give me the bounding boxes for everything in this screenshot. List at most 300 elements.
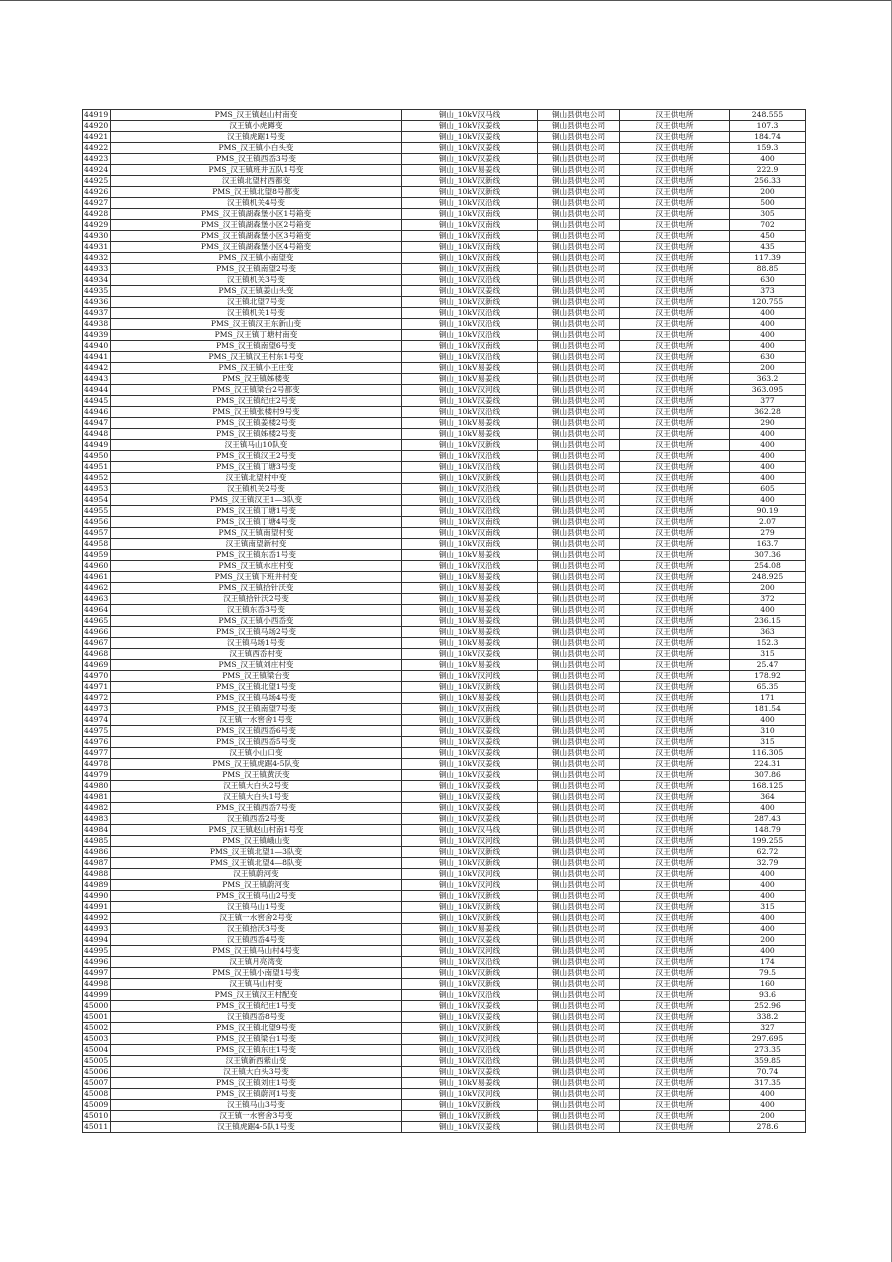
capacity-cell: 315 (730, 737, 806, 748)
line-name-cell: 铜山_10kV易姜线 (402, 605, 538, 616)
line-name-cell: 铜山_10kV汉姜线 (402, 748, 538, 759)
transformer-name-cell: PMS_汉王镇北望8号都变 (111, 187, 402, 198)
table-row (83, 913, 806, 924)
line-name-cell: 铜山_10kV汉沿线 (402, 1056, 538, 1067)
capacity-cell: 120.755 (730, 297, 806, 308)
capacity-cell: 373 (730, 286, 806, 297)
station-cell: 汉王供电所 (620, 968, 730, 979)
line-name-cell: 铜山_10kV汉姜线 (402, 792, 538, 803)
station-cell: 汉王供电所 (620, 891, 730, 902)
transformer-name-cell: 汉王镇北望村西都变 (111, 176, 402, 187)
line-name-cell: 铜山_10kV汉新线 (402, 858, 538, 869)
company-cell: 铜山县供电公司 (538, 1023, 620, 1034)
company-cell: 铜山县供电公司 (538, 1056, 620, 1067)
company-cell: 铜山县供电公司 (538, 979, 620, 990)
station-cell: 汉王供电所 (620, 605, 730, 616)
station-cell: 汉王供电所 (620, 803, 730, 814)
capacity-cell: 359.85 (730, 1056, 806, 1067)
line-name-cell: 铜山_10kV汉新线 (402, 440, 538, 451)
station-cell: 汉王供电所 (620, 627, 730, 638)
row-id-cell: 44933 (83, 264, 111, 275)
station-cell: 汉王供电所 (620, 572, 730, 583)
company-cell: 铜山县供电公司 (538, 429, 620, 440)
capacity-cell: 435 (730, 242, 806, 253)
transformer-name-cell: PMS_汉王镇西岙5号变 (111, 737, 402, 748)
station-cell: 汉王供电所 (620, 792, 730, 803)
table-row (83, 418, 806, 429)
line-name-cell: 铜山_10kV易姜线 (402, 418, 538, 429)
line-name-cell: 铜山_10kV汉河线 (402, 836, 538, 847)
capacity-cell: 400 (730, 869, 806, 880)
company-cell: 铜山县供电公司 (538, 253, 620, 264)
station-cell: 汉王供电所 (620, 1067, 730, 1078)
station-cell: 汉王供电所 (620, 539, 730, 550)
table-row (83, 1023, 806, 1034)
row-id-cell: 44959 (83, 550, 111, 561)
line-name-cell: 铜山_10kV汉姜线 (402, 121, 538, 132)
line-name-cell: 铜山_10kV易姜线 (402, 583, 538, 594)
capacity-cell: 500 (730, 198, 806, 209)
table-row (83, 902, 806, 913)
table-row (83, 209, 806, 220)
transformer-name-cell: PMS_汉王镇梁台1号变 (111, 1034, 402, 1045)
capacity-cell: 25.47 (730, 660, 806, 671)
transformer-name-cell: 汉王镇北望7号变 (111, 297, 402, 308)
row-id-cell: 44978 (83, 759, 111, 770)
transformer-table-body (83, 110, 806, 1133)
line-name-cell: 铜山_10kV汉新线 (402, 979, 538, 990)
station-cell: 汉王供电所 (620, 737, 730, 748)
row-id-cell: 44973 (83, 704, 111, 715)
line-name-cell: 铜山_10kV汉河线 (402, 671, 538, 682)
station-cell: 汉王供电所 (620, 836, 730, 847)
capacity-cell: 79.5 (730, 968, 806, 979)
capacity-cell: 278.6 (730, 1122, 806, 1133)
company-cell: 铜山县供电公司 (538, 440, 620, 451)
capacity-cell: 307.86 (730, 770, 806, 781)
capacity-cell: 65.35 (730, 682, 806, 693)
row-id-cell: 45009 (83, 1100, 111, 1111)
transformer-name-cell: PMS_汉王镇西岙7号变 (111, 803, 402, 814)
line-name-cell: 铜山_10kV汉姜线 (402, 1012, 538, 1023)
transformer-name-cell: PMS_汉王镇湖森堡小区1号箱变 (111, 209, 402, 220)
table-row (83, 792, 806, 803)
row-id-cell: 44987 (83, 858, 111, 869)
line-name-cell: 铜山_10kV汉姜线 (402, 132, 538, 143)
company-cell: 铜山县供电公司 (538, 649, 620, 660)
line-name-cell: 铜山_10kV易姜线 (402, 1078, 538, 1089)
company-cell: 铜山县供电公司 (538, 935, 620, 946)
row-id-cell: 45001 (83, 1012, 111, 1023)
row-id-cell: 45006 (83, 1067, 111, 1078)
capacity-cell: 702 (730, 220, 806, 231)
capacity-cell: 148.79 (730, 825, 806, 836)
station-cell: 汉王供电所 (620, 913, 730, 924)
row-id-cell: 44954 (83, 495, 111, 506)
table-row (83, 1100, 806, 1111)
transformer-name-cell: PMS_汉王镇汉王1—3队变 (111, 495, 402, 506)
capacity-cell: 605 (730, 484, 806, 495)
line-name-cell: 铜山_10kV汉河线 (402, 869, 538, 880)
company-cell: 铜山县供电公司 (538, 682, 620, 693)
line-name-cell: 铜山_10kV汉沿线 (402, 407, 538, 418)
transformer-name-cell: PMS_汉王镇马场2号变 (111, 627, 402, 638)
transformer-name-cell: PMS_汉王镇梁台变 (111, 671, 402, 682)
transformer-name-cell: 汉王镇蔚河变 (111, 869, 402, 880)
table-row (83, 110, 806, 121)
station-cell: 汉王供电所 (620, 825, 730, 836)
station-cell: 汉王供电所 (620, 946, 730, 957)
row-id-cell: 44927 (83, 198, 111, 209)
station-cell: 汉王供电所 (620, 495, 730, 506)
company-cell: 铜山县供电公司 (538, 506, 620, 517)
line-name-cell: 铜山_10kV汉沿线 (402, 275, 538, 286)
company-cell: 铜山县供电公司 (538, 220, 620, 231)
row-id-cell: 44943 (83, 374, 111, 385)
station-cell: 汉王供电所 (620, 1034, 730, 1045)
transformer-name-cell: 汉王镇大白头1号变 (111, 792, 402, 803)
station-cell: 汉王供电所 (620, 1012, 730, 1023)
table-row (83, 682, 806, 693)
transformer-name-cell: PMS_汉王镇东庄1号变 (111, 1045, 402, 1056)
company-cell: 铜山县供电公司 (538, 990, 620, 1001)
row-id-cell: 44958 (83, 539, 111, 550)
company-cell: 铜山县供电公司 (538, 319, 620, 330)
row-id-cell: 44939 (83, 330, 111, 341)
table-row (83, 385, 806, 396)
transformer-name-cell: 汉王镇马山村变 (111, 979, 402, 990)
table-row (83, 759, 806, 770)
transformer-name-cell: 汉王镇小虎蹲变 (111, 121, 402, 132)
company-cell: 铜山县供电公司 (538, 792, 620, 803)
station-cell: 汉王供电所 (620, 319, 730, 330)
company-cell: 铜山县供电公司 (538, 1045, 620, 1056)
station-cell: 汉王供电所 (620, 484, 730, 495)
table-row (83, 451, 806, 462)
transformer-name-cell: PMS_汉王镇汉王东新山变 (111, 319, 402, 330)
row-id-cell: 44970 (83, 671, 111, 682)
capacity-cell: 317.35 (730, 1078, 806, 1089)
transformer-name-cell: PMS_汉王镇小南望变 (111, 253, 402, 264)
line-name-cell: 铜山_10kV汉沿线 (402, 561, 538, 572)
line-name-cell: 铜山_10kV汉河线 (402, 1089, 538, 1100)
row-id-cell: 44962 (83, 583, 111, 594)
station-cell: 汉王供电所 (620, 275, 730, 286)
line-name-cell: 铜山_10kV汉南线 (402, 704, 538, 715)
table-row (83, 1045, 806, 1056)
station-cell: 汉王供电所 (620, 880, 730, 891)
capacity-cell: 315 (730, 902, 806, 913)
line-name-cell: 铜山_10kV汉南线 (402, 264, 538, 275)
transformer-name-cell: PMS_汉王镇丁塘4号变 (111, 517, 402, 528)
table-row (83, 143, 806, 154)
row-id-cell: 44964 (83, 605, 111, 616)
line-name-cell: 铜山_10kV汉南线 (402, 253, 538, 264)
station-cell: 汉王供电所 (620, 374, 730, 385)
table-row (83, 891, 806, 902)
transformer-name-cell: 汉王镇马场1号变 (111, 638, 402, 649)
transformer-name-cell: 汉王镇机关2号变 (111, 484, 402, 495)
transformer-name-cell: PMS_汉王镇丁塘3号变 (111, 462, 402, 473)
line-name-cell: 铜山_10kV易姜线 (402, 594, 538, 605)
table-row (83, 396, 806, 407)
transformer-name-cell: 汉王镇拾针沃2号变 (111, 594, 402, 605)
row-id-cell: 44981 (83, 792, 111, 803)
station-cell: 汉王供电所 (620, 814, 730, 825)
transformer-name-cell: PMS_汉王镇南望2号变 (111, 264, 402, 275)
station-cell: 汉王供电所 (620, 561, 730, 572)
row-id-cell: 44937 (83, 308, 111, 319)
transformer-name-cell: PMS_汉王镇汉王2号变 (111, 451, 402, 462)
station-cell: 汉王供电所 (620, 781, 730, 792)
transformer-name-cell: PMS_汉王镇小白头变 (111, 143, 402, 154)
line-name-cell: 铜山_10kV汉新线 (402, 1111, 538, 1122)
table-row (83, 1067, 806, 1078)
transformer-name-cell: PMS_汉王镇纪庄2号变 (111, 396, 402, 407)
table-row (83, 440, 806, 451)
table-row (83, 363, 806, 374)
line-name-cell: 铜山_10kV汉新线 (402, 968, 538, 979)
company-cell: 铜山县供电公司 (538, 814, 620, 825)
table-row (83, 165, 806, 176)
row-id-cell: 44996 (83, 957, 111, 968)
company-cell: 铜山县供电公司 (538, 1089, 620, 1100)
station-cell: 汉王供电所 (620, 935, 730, 946)
transformer-name-cell: PMS_汉王镇姊楼变 (111, 374, 402, 385)
station-cell: 汉王供电所 (620, 143, 730, 154)
station-cell: 汉王供电所 (620, 693, 730, 704)
company-cell: 铜山县供电公司 (538, 539, 620, 550)
line-name-cell: 铜山_10kV汉新线 (402, 847, 538, 858)
station-cell: 汉王供电所 (620, 550, 730, 561)
station-cell: 汉王供电所 (620, 253, 730, 264)
table-row (83, 253, 806, 264)
line-name-cell: 铜山_10kV汉沿线 (402, 352, 538, 363)
line-name-cell: 铜山_10kV易姜线 (402, 638, 538, 649)
capacity-cell: 364 (730, 792, 806, 803)
company-cell: 铜山县供电公司 (538, 781, 620, 792)
transformer-name-cell: PMS_汉王镇北望1号变 (111, 682, 402, 693)
station-cell: 汉王供电所 (620, 341, 730, 352)
company-cell: 铜山县供电公司 (538, 528, 620, 539)
line-name-cell: 铜山_10kV汉河线 (402, 880, 538, 891)
table-row (83, 594, 806, 605)
station-cell: 汉王供电所 (620, 242, 730, 253)
row-id-cell: 44985 (83, 836, 111, 847)
table-row (83, 550, 806, 561)
capacity-cell: 400 (730, 319, 806, 330)
station-cell: 汉王供电所 (620, 770, 730, 781)
line-name-cell: 铜山_10kV汉姜线 (402, 781, 538, 792)
line-name-cell: 铜山_10kV汉姜线 (402, 286, 538, 297)
row-id-cell: 44992 (83, 913, 111, 924)
table-row (83, 429, 806, 440)
table-row (83, 528, 806, 539)
row-id-cell: 44993 (83, 924, 111, 935)
capacity-cell: 400 (730, 880, 806, 891)
company-cell: 铜山县供电公司 (538, 770, 620, 781)
table-row (83, 814, 806, 825)
transformer-name-cell: 汉王镇北望村中变 (111, 473, 402, 484)
capacity-cell: 168.125 (730, 781, 806, 792)
row-id-cell: 45000 (83, 1001, 111, 1012)
station-cell: 汉王供电所 (620, 726, 730, 737)
line-name-cell: 铜山_10kV易姜线 (402, 165, 538, 176)
capacity-cell: 248.555 (730, 110, 806, 121)
station-cell: 汉王供电所 (620, 1001, 730, 1012)
station-cell: 汉王供电所 (620, 286, 730, 297)
company-cell: 铜山县供电公司 (538, 550, 620, 561)
transformer-name-cell: PMS_汉王镇小王庄变 (111, 363, 402, 374)
row-id-cell: 44972 (83, 693, 111, 704)
station-cell: 汉王供电所 (620, 528, 730, 539)
table-row (83, 473, 806, 484)
table-row (83, 627, 806, 638)
company-cell: 铜山县供电公司 (538, 286, 620, 297)
row-id-cell: 45005 (83, 1056, 111, 1067)
station-cell: 汉王供电所 (620, 616, 730, 627)
transformer-name-cell: PMS_汉王镇南望6号变 (111, 341, 402, 352)
row-id-cell: 44952 (83, 473, 111, 484)
page-top-border (0, 0, 892, 1)
transformer-name-cell: PMS_汉王镇汉王村配变 (111, 990, 402, 1001)
table-row (83, 1056, 806, 1067)
line-name-cell: 铜山_10kV易姜线 (402, 616, 538, 627)
table-row (83, 319, 806, 330)
transformer-name-cell: 汉王镇机关1号变 (111, 308, 402, 319)
station-cell: 汉王供电所 (620, 176, 730, 187)
row-id-cell: 44975 (83, 726, 111, 737)
line-name-cell: 铜山_10kV汉沿线 (402, 451, 538, 462)
company-cell: 铜山县供电公司 (538, 660, 620, 671)
capacity-cell: 338.2 (730, 1012, 806, 1023)
transformer-name-cell: PMS_汉王镇峨山变 (111, 836, 402, 847)
row-id-cell: 44929 (83, 220, 111, 231)
capacity-cell: 630 (730, 275, 806, 286)
row-id-cell: 44967 (83, 638, 111, 649)
line-name-cell: 铜山_10kV汉姜线 (402, 154, 538, 165)
company-cell: 铜山县供电公司 (538, 374, 620, 385)
station-cell: 汉王供电所 (620, 924, 730, 935)
transformer-name-cell: PMS_汉王镇北望9号变 (111, 1023, 402, 1034)
company-cell: 铜山县供电公司 (538, 715, 620, 726)
line-name-cell: 铜山_10kV汉南线 (402, 242, 538, 253)
station-cell: 汉王供电所 (620, 121, 730, 132)
line-name-cell: 铜山_10kV汉姜线 (402, 935, 538, 946)
transformer-name-cell: PMS_汉王镇刘庄村变 (111, 660, 402, 671)
transformer-name-cell: 汉王镇西岙2号变 (111, 814, 402, 825)
line-name-cell: 铜山_10kV汉南线 (402, 528, 538, 539)
row-id-cell: 45008 (83, 1089, 111, 1100)
company-cell: 铜山县供电公司 (538, 341, 620, 352)
line-name-cell: 铜山_10kV汉沿线 (402, 308, 538, 319)
capacity-cell: 290 (730, 418, 806, 429)
row-id-cell: 44921 (83, 132, 111, 143)
capacity-cell: 273.35 (730, 1045, 806, 1056)
row-id-cell: 44960 (83, 561, 111, 572)
table-row (83, 308, 806, 319)
capacity-cell: 315 (730, 649, 806, 660)
company-cell: 铜山县供电公司 (538, 583, 620, 594)
row-id-cell: 44923 (83, 154, 111, 165)
table-row (83, 264, 806, 275)
row-id-cell: 44953 (83, 484, 111, 495)
table-row (83, 572, 806, 583)
table-row (83, 946, 806, 957)
row-id-cell: 44997 (83, 968, 111, 979)
row-id-cell: 44928 (83, 209, 111, 220)
station-cell: 汉王供电所 (620, 418, 730, 429)
station-cell: 汉王供电所 (620, 1023, 730, 1034)
station-cell: 汉王供电所 (620, 429, 730, 440)
table-row (83, 286, 806, 297)
station-cell: 汉王供电所 (620, 110, 730, 121)
line-name-cell: 铜山_10kV汉南线 (402, 539, 538, 550)
transformer-name-cell: 汉王镇东岙3号变 (111, 605, 402, 616)
table-row (83, 605, 806, 616)
line-name-cell: 铜山_10kV汉姜线 (402, 814, 538, 825)
transformer-name-cell: 汉王镇新西紫山变 (111, 1056, 402, 1067)
capacity-cell: 400 (730, 451, 806, 462)
table-row (83, 495, 806, 506)
table-row (83, 330, 806, 341)
line-name-cell: 铜山_10kV易姜线 (402, 429, 538, 440)
line-name-cell: 铜山_10kV汉新线 (402, 297, 538, 308)
table-row (83, 484, 806, 495)
line-name-cell: 铜山_10kV汉沿线 (402, 506, 538, 517)
transformer-name-cell: PMS_汉王镇拾针沃变 (111, 583, 402, 594)
company-cell: 铜山县供电公司 (538, 187, 620, 198)
transformer-name-cell: PMS_汉王镇西岙6号变 (111, 726, 402, 737)
row-id-cell: 44988 (83, 869, 111, 880)
row-id-cell: 44999 (83, 990, 111, 1001)
line-name-cell: 铜山_10kV汉沿线 (402, 462, 538, 473)
transformer-name-cell: PMS_汉王镇虎踞4-5队变 (111, 759, 402, 770)
company-cell: 铜山县供电公司 (538, 1100, 620, 1111)
line-name-cell: 铜山_10kV易姜线 (402, 627, 538, 638)
line-name-cell: 铜山_10kV汉新线 (402, 682, 538, 693)
row-id-cell: 44940 (83, 341, 111, 352)
station-cell: 汉王供电所 (620, 748, 730, 759)
transformer-name-cell: PMS_汉王镇北望4—8队变 (111, 858, 402, 869)
station-cell: 汉王供电所 (620, 1089, 730, 1100)
station-cell: 汉王供电所 (620, 847, 730, 858)
company-cell: 铜山县供电公司 (538, 847, 620, 858)
company-cell: 铜山县供电公司 (538, 869, 620, 880)
row-id-cell: 44974 (83, 715, 111, 726)
row-id-cell: 44924 (83, 165, 111, 176)
company-cell: 铜山县供电公司 (538, 132, 620, 143)
line-name-cell: 铜山_10kV易姜线 (402, 374, 538, 385)
row-id-cell: 44956 (83, 517, 111, 528)
station-cell: 汉王供电所 (620, 869, 730, 880)
row-id-cell: 44986 (83, 847, 111, 858)
table-row (83, 693, 806, 704)
line-name-cell: 铜山_10kV汉姜线 (402, 1067, 538, 1078)
row-id-cell: 44963 (83, 594, 111, 605)
row-id-cell: 45003 (83, 1034, 111, 1045)
company-cell: 铜山县供电公司 (538, 176, 620, 187)
table-row (83, 1078, 806, 1089)
table-row (83, 715, 806, 726)
company-cell: 铜山县供电公司 (538, 572, 620, 583)
transformer-name-cell: PMS_汉王镇梁台2号都变 (111, 385, 402, 396)
table-row (83, 198, 806, 209)
capacity-cell: 171 (730, 693, 806, 704)
capacity-cell: 200 (730, 935, 806, 946)
station-cell: 汉王供电所 (620, 979, 730, 990)
line-name-cell: 铜山_10kV易姜线 (402, 363, 538, 374)
